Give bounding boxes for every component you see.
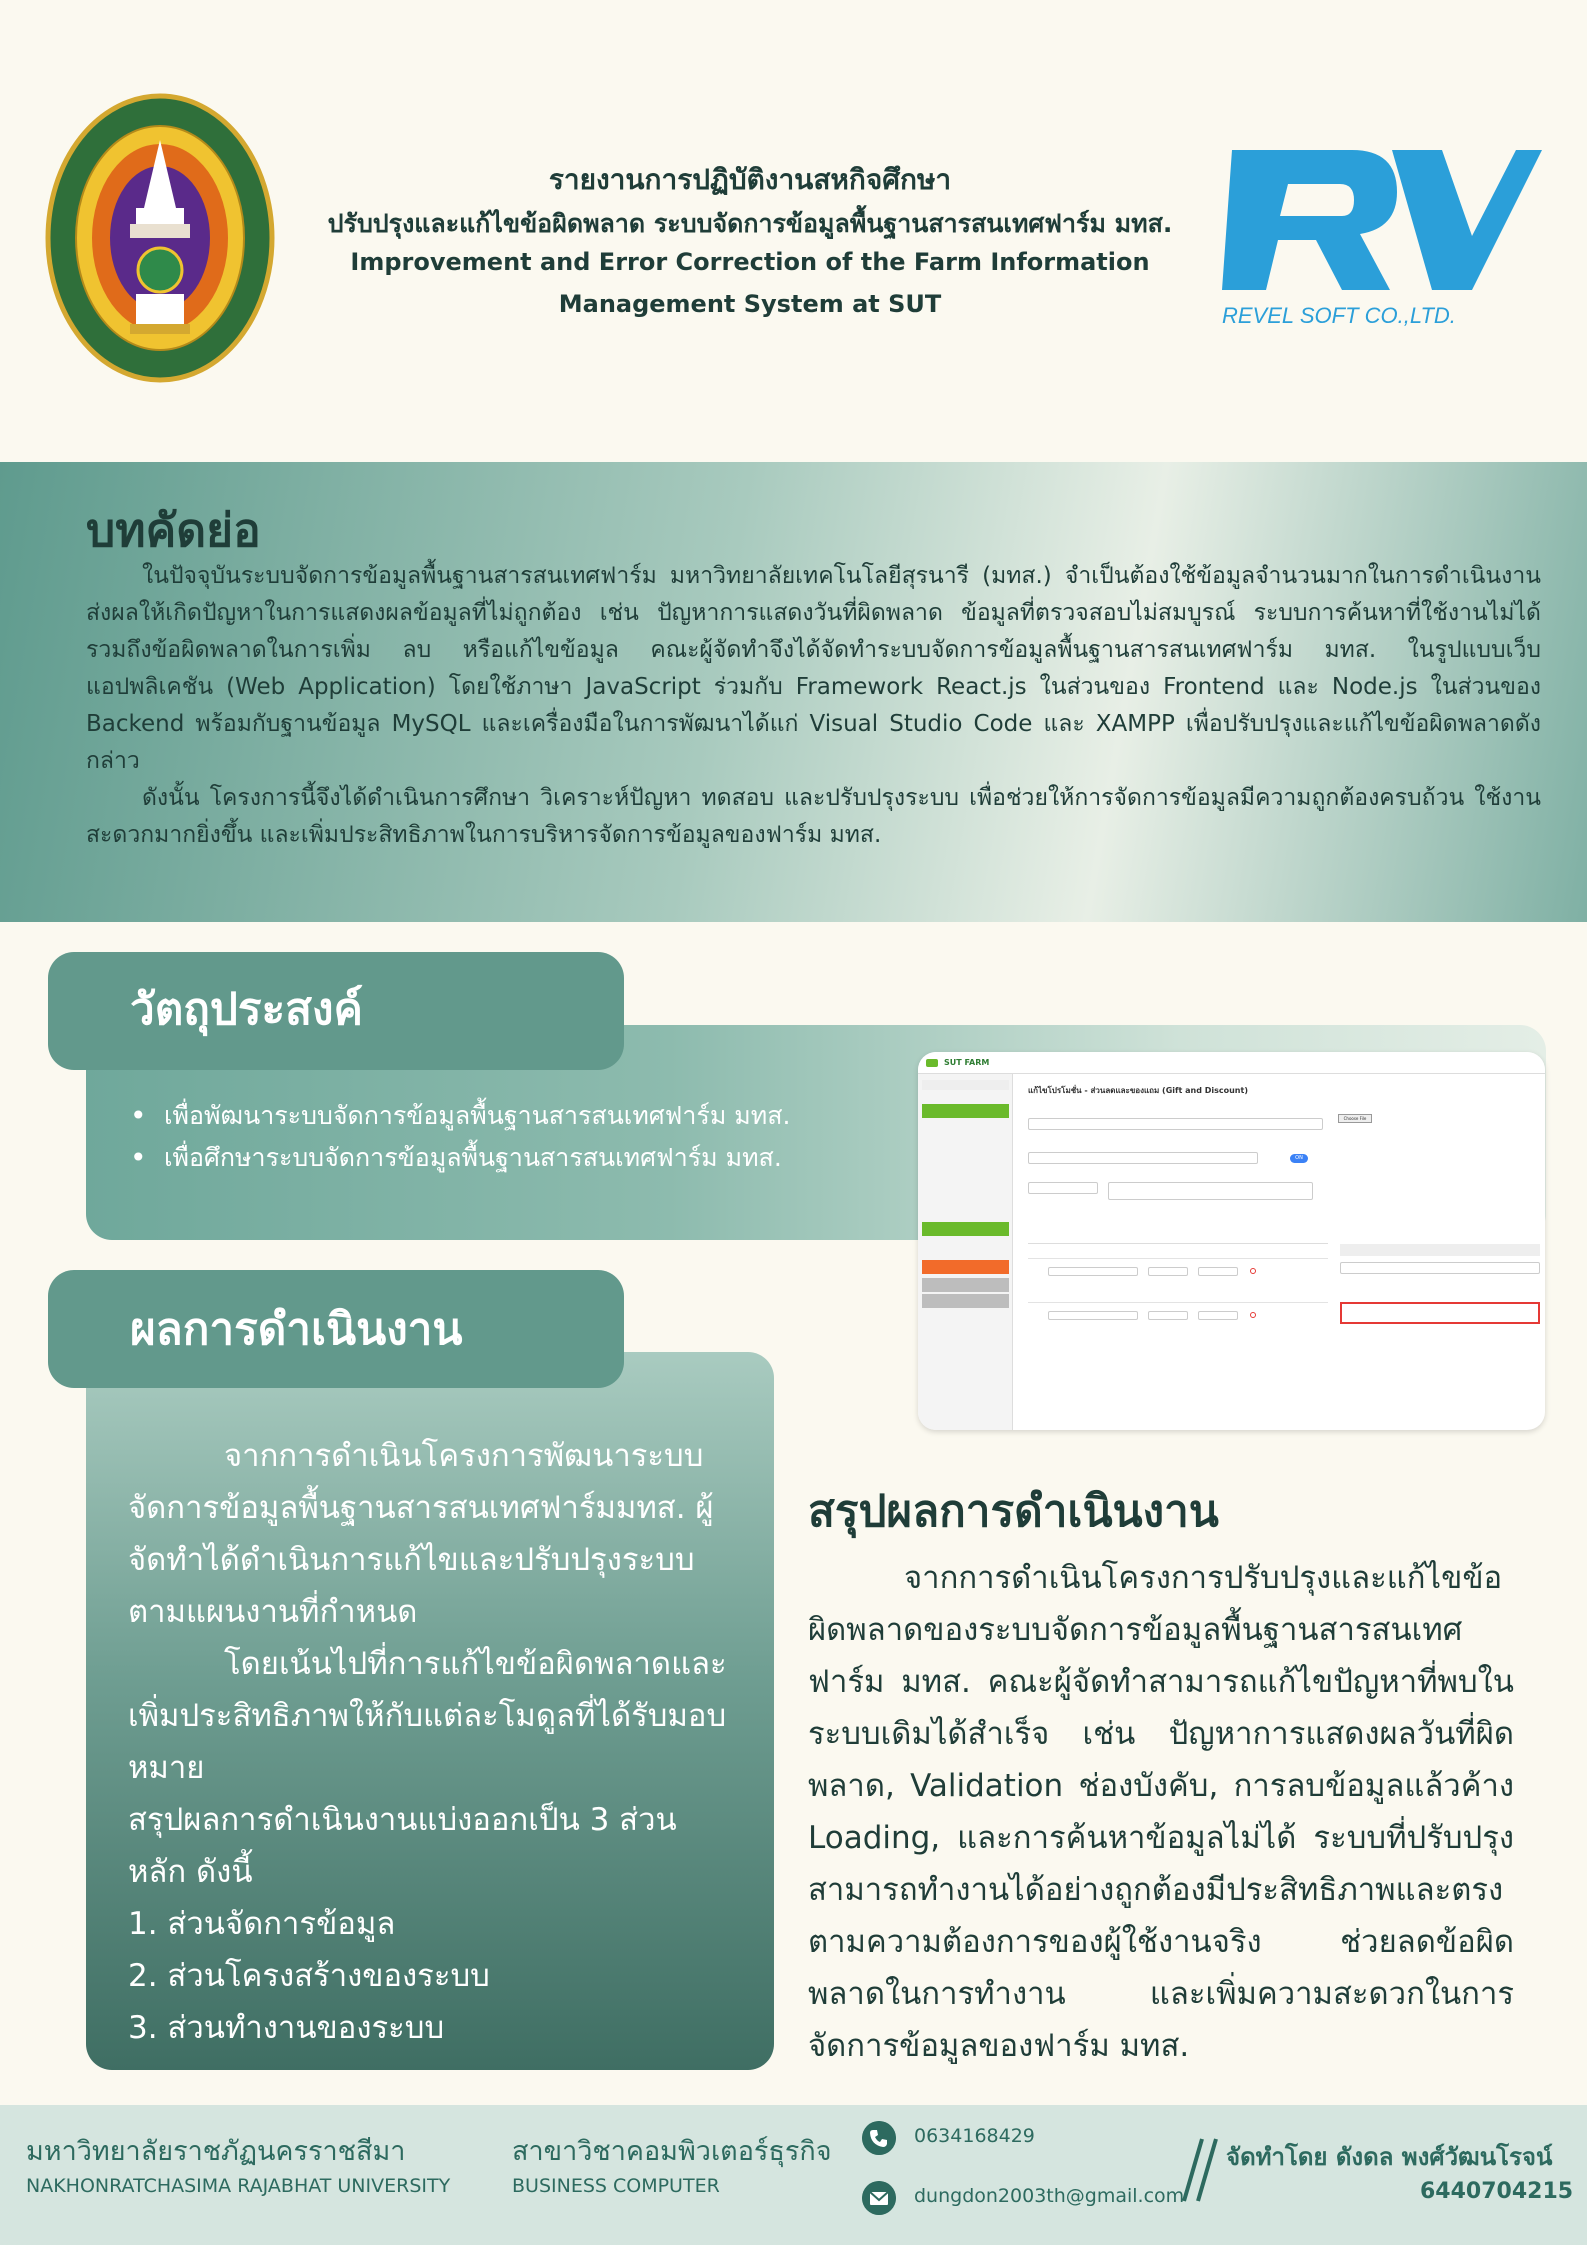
remove-row-icon xyxy=(1250,1268,1256,1274)
footer-department-en: BUSINESS COMPUTER xyxy=(512,2175,720,2197)
sidebar-item xyxy=(922,1294,1009,1308)
date-range-field xyxy=(1028,1152,1258,1164)
sidebar-section-bar xyxy=(922,1222,1009,1236)
abstract-paragraph-1: ในปัจจุบันระบบจัดการข้อมูลพื้นฐานสารสนเทศฟาร์ม มหาวิทยาลัยเทคโนโลยีสุรนารี (มทส.) จำเป็นต้องใช้ข้อมูลจำนวนมากในการดำเนินงาน ส่งผลให้เกิดปัญหาในการแสดงผลข้อมูลที่ไม่ถูกต้อง เช่น ปัญหาการแสดงวันที่ผิดพลาด ข้อมูลที่ตรวจสอบไม่สมบูรณ์ ระบบการค้นหาที่ใช้งานไม่ได้ รวมถึงข้อผิดพลาดในการเพิ่ม ลบ หรือแก้ไขข้อมูล คณะผู้จัดทำจึงได้จัดทำระบบจัดการข้อมูลพื้นฐานสารสนเทศฟาร์ม มทส. ในรูปแบบเว็บแอปพลิเคชัน (Web Application) โดยใช้ภาษา JavaScript ร่วมกับ Framework React.js ในส่วนของ Frontend และ Node.js ในส่วนของ Backend พร้อมกับฐานข้อมูล MySQL และเครื่องมือในการพัฒนาได้แก่ Visual Studio Code และ XAMPP เพื่อปรับปรุงและแก้ไขข้อผิดพลาดดังกล่าว xyxy=(86,563,1541,774)
sidebar-item xyxy=(922,1362,1009,1376)
status-toggle: ON xyxy=(1290,1154,1308,1163)
results-header xyxy=(48,1270,624,1388)
sidebar-item xyxy=(922,1172,1009,1186)
sidebar-item-active xyxy=(922,1260,1009,1274)
screenshot-main xyxy=(1018,1074,1545,1430)
table-row xyxy=(1028,1258,1328,1298)
abstract-title: บทคัดย่อ xyxy=(86,503,261,557)
screenshot-brand: SUT FARM xyxy=(944,1058,990,1067)
phone-icon xyxy=(862,2121,896,2155)
report-title: รายงานการปฏิบัติงานสหกิจศึกษา xyxy=(548,163,952,196)
results-paragraph-3: สรุปผลการดำเนินงานแบ่งออกเป็น 3 ส่วนหลัก ดังนี้ xyxy=(128,1802,677,1890)
project-title-en-1: Improvement and Error Correction of the Farm Information xyxy=(350,248,1150,276)
project-title-th: ปรับปรุงและแก้ไขข้อผิดพลาด ระบบจัดการข้อมูลพื้นฐานสารสนเทศฟาร์ม มทส. xyxy=(327,209,1173,238)
project-title-en-2: Management System at SUT xyxy=(558,290,942,318)
objectives-header xyxy=(48,952,624,1070)
results-title: ผลการดำเนินงาน xyxy=(130,1304,463,1355)
sidebar-item xyxy=(922,1340,1009,1354)
promo-name-field xyxy=(1028,1118,1323,1130)
sidebar-item xyxy=(922,1318,1009,1332)
footer-author: จัดทำโดย ดังดล พงศ์วัฒนโรจน์ xyxy=(1226,2143,1553,2171)
decorative-slash-icon xyxy=(1180,2135,1220,2205)
results-body xyxy=(128,1430,733,2054)
footer xyxy=(0,2105,1587,2245)
sidebar-item xyxy=(922,1148,1009,1162)
product-select xyxy=(1048,1311,1138,1320)
objective-item: • เพื่อพัฒนาระบบจัดการข้อมูลพื้นฐานสารสนเทศฟาร์ม มทส. xyxy=(130,1095,890,1137)
sidebar-item xyxy=(922,1278,1009,1292)
results-item-1: 1. ส่วนจัดการข้อมูล xyxy=(128,1906,396,1942)
products-table-header xyxy=(1028,1234,1328,1244)
abstract-section xyxy=(0,462,1587,922)
results-item-3: 3. ส่วนทำงานของระบบ xyxy=(128,2010,445,2046)
summary-body: จากการดำเนินโครงการปรับปรุงและแก้ไขข้อผิดพลาดของระบบจัดการข้อมูลพื้นฐานสารสนเทศฟาร์ม มทส. คณะผู้จัดทำสามารถแก้ไขปัญหาที่พบในระบบเดิมได้สำเร็จ เช่น ปัญหาการแสดงผลวันที่ผิดพลาด, Validation ช่องบังคับ, การลบข้อมูลแล้วค้าง Loading, และการค้นหาข้อมูลไม่ได้ ระบบที่ปรับปรุงสามารถทำงานได้อย่างถูกต้องมีประสิทธิภาพและตรงตามความต้องการของผู้ใช้งานจริง ช่วยลดข้อผิดพลาดในการทำงาน และเพิ่มความสะดวกในการจัดการข้อมูลของฟาร์ม มทส. xyxy=(808,1560,1514,2064)
footer-phone: 0634168429 xyxy=(914,2125,1035,2147)
discount-field xyxy=(1340,1262,1540,1274)
farm-logo-icon xyxy=(926,1059,938,1067)
screenshot-topbar xyxy=(918,1052,1545,1074)
footer-student-id: 6440704215 xyxy=(1420,2179,1574,2204)
company-logo xyxy=(1222,140,1542,340)
product-select xyxy=(1048,1267,1138,1276)
footer-university-en: NAKHONRATCHASIMA RAJABHAT UNIVERSITY xyxy=(26,2175,451,2197)
promo-type-select xyxy=(1028,1182,1098,1194)
results-paragraph-1: จากการดำเนินโครงการพัฒนาระบบจัดการข้อมูลพื้นฐานสารสนเทศฟาร์มมทส. ผู้จัดทำได้ดำเนินการแก้ไขและปรับปรุงระบบตามแผนงานที่กำหนด xyxy=(128,1438,714,1630)
remove-row-icon xyxy=(1250,1312,1256,1318)
results-paragraph-2: โดยเน้นไปที่การแก้ไขข้อผิดพลาดและเพิ่มประสิทธิภาพให้กับแต่ละโมดูลที่ได้รับมอบหมาย xyxy=(128,1646,727,1786)
table-row xyxy=(1028,1302,1328,1342)
note-field xyxy=(1108,1182,1313,1200)
footer-email: dungdon2003th@gmail.com xyxy=(914,2185,1185,2207)
discount-table-header xyxy=(1340,1244,1540,1256)
summary-title: สรุปผลการดำเนินงาน xyxy=(808,1486,1219,1537)
sidebar-item xyxy=(922,1124,1009,1138)
unit-select xyxy=(1148,1267,1188,1276)
footer-university-th: มหาวิทยาลัยราชภัฏนครราชสีมา xyxy=(26,2136,406,2167)
highlighted-total-box xyxy=(1340,1302,1540,1324)
objectives-title: วัตถุประสงค์ xyxy=(130,984,363,1035)
sidebar-item xyxy=(922,1240,1009,1254)
system-screenshot xyxy=(918,1052,1545,1430)
qty-field xyxy=(1198,1267,1238,1276)
abstract-paragraph-2: ดังนั้น โครงการนี้จึงได้ดำเนินการศึกษา วิเคราะห์ปัญหา ทดสอบ และปรับปรุงระบบ เพื่อช่วยให้การจัดการข้อมูลมีความถูกต้องครบถ้วน ใช้งานสะดวกมากยิ่งขึ้น และเพิ่มประสิทธิภาพในการบริหารจัดการข้อมูลของฟาร์ม มทส. xyxy=(86,785,1541,848)
qty-field xyxy=(1198,1311,1238,1320)
email-icon xyxy=(862,2181,896,2215)
sidebar-section-bar xyxy=(922,1104,1009,1118)
company-logo-text: REVEL SOFT CO.,LTD. xyxy=(1222,303,1456,328)
university-logo xyxy=(40,88,280,388)
unit-select xyxy=(1148,1311,1188,1320)
sidebar-item xyxy=(922,1196,1009,1210)
objectives-list xyxy=(130,1095,890,1179)
abstract-body xyxy=(86,558,1541,854)
sidebar-header-bar xyxy=(922,1080,1009,1090)
choose-file-button: Choose File xyxy=(1338,1114,1372,1123)
screenshot-sidebar xyxy=(918,1074,1013,1430)
screenshot-page-title: แก้ไขโปรโมชั่น - ส่วนลดและของแถม (Gift and Discount) xyxy=(1028,1086,1248,1095)
results-item-2: 2. ส่วนโครงสร้างของระบบ xyxy=(128,1958,490,1994)
objective-item: • เพื่อศึกษาระบบจัดการข้อมูลพื้นฐานสารสนเทศฟาร์ม มทส. xyxy=(130,1137,890,1179)
footer-department-th: สาขาวิชาคอมพิวเตอร์ธุรกิจ xyxy=(512,2136,832,2167)
